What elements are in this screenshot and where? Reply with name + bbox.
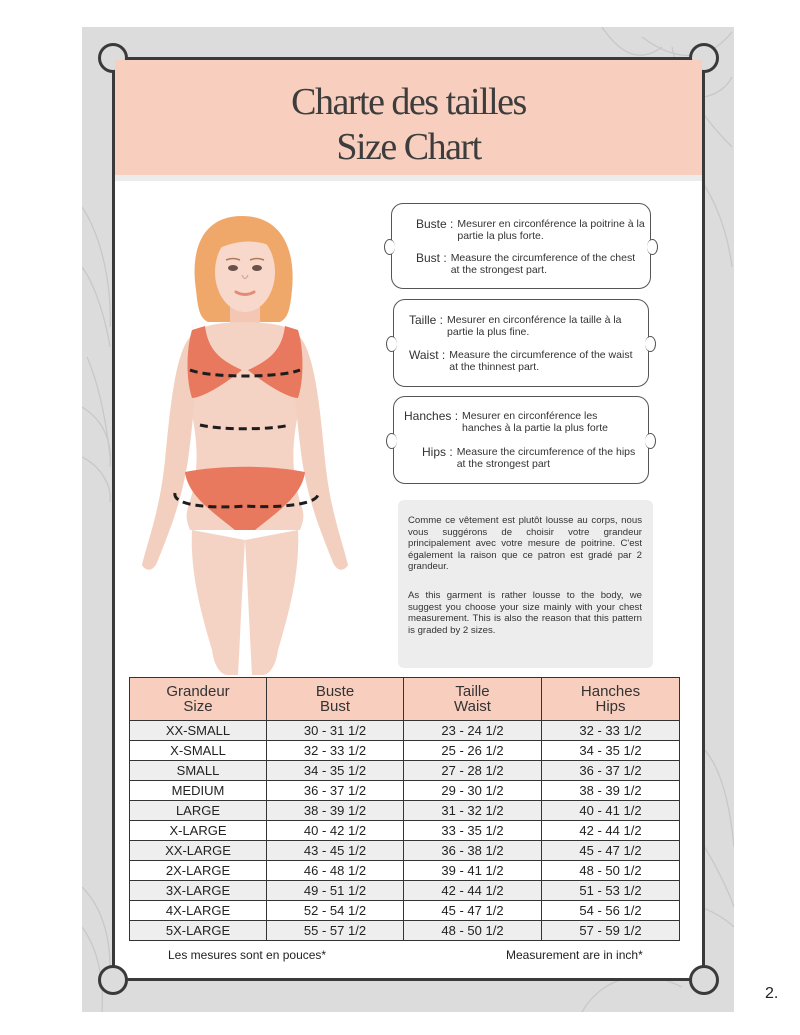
table-cell: 51 - 53 1/2 (542, 881, 680, 901)
table-cell: 48 - 50 1/2 (542, 861, 680, 881)
table-row (130, 841, 680, 861)
table-cell: 34 - 35 1/2 (267, 761, 404, 781)
table-row (130, 901, 680, 921)
table-cell: 4X-LARGE (130, 901, 267, 921)
footer-note-en: Measurement are in inch* (506, 948, 643, 962)
table-row (130, 921, 680, 941)
table-header-row (130, 678, 680, 721)
header-bust: Buste Bust (267, 678, 404, 721)
table-cell: XX-SMALL (130, 721, 267, 741)
table-cell: 2X-LARGE (130, 861, 267, 881)
table-cell: 33 - 35 1/2 (404, 821, 542, 841)
table-cell: 43 - 45 1/2 (267, 841, 404, 861)
table-cell: X-LARGE (130, 821, 267, 841)
waist-bubble (393, 299, 649, 387)
table-row (130, 821, 680, 841)
table-row (130, 881, 680, 901)
header-hips: Hanches Hips (542, 678, 680, 721)
hips-bubble (393, 396, 649, 484)
table-cell: 34 - 35 1/2 (542, 741, 680, 761)
table-cell: 25 - 26 1/2 (404, 741, 542, 761)
hips-label-en: Hips : (422, 445, 453, 459)
fit-note-en: As this garment is rather lousse to the body, we suggest you choose your size mainly with your chest measurement. This is also the reason that this pattern is graded by 2 sizes. (408, 590, 642, 636)
header-size: Grandeur Size (130, 678, 267, 721)
bust-label-en: Bust : (416, 251, 447, 265)
waist-text-fr: Mesurer en circonférence la taille à la partie la plus fine. (447, 314, 622, 338)
size-table (129, 677, 680, 941)
table-cell: 36 - 37 1/2 (542, 761, 680, 781)
table-cell: MEDIUM (130, 781, 267, 801)
table-cell: 38 - 39 1/2 (542, 781, 680, 801)
page-number: 2. (765, 985, 779, 1002)
bust-text-en: Measure the circumference of the chest at the strongest part. (450, 252, 636, 276)
hips-text-en: Measure the circumference of the hips at the strongest part (456, 446, 636, 470)
hips-text-fr: Mesurer en circonférence les hanches à la partie la plus forte (462, 410, 608, 434)
table-cell: 45 - 47 1/2 (404, 901, 542, 921)
table-row (130, 801, 680, 821)
table-cell: 54 - 56 1/2 (542, 901, 680, 921)
table-cell: SMALL (130, 761, 267, 781)
fit-note-fr: Comme ce vêtement est plutôt lousse au corps, nous vous suggérons de choisir votre grandeur principalement avec votre mesure de poitrine. C'est également la raison que ce patron est gradé par 2 grandeur. (408, 515, 642, 572)
table-cell: 42 - 44 1/2 (404, 881, 542, 901)
table-row (130, 781, 680, 801)
header-waist: Taille Waist (404, 678, 542, 721)
table-row (130, 761, 680, 781)
footer-note-fr: Les mesures sont en pouces* (168, 948, 327, 962)
table-cell: 57 - 59 1/2 (542, 921, 680, 941)
waist-text-en: Measure the circumference of the waist at the thinnest part. (449, 349, 633, 373)
page-title-fr: Charte des tailles (291, 81, 526, 123)
header-band (115, 175, 702, 181)
bust-bubble (391, 203, 651, 289)
bust-label-fr: Buste : (416, 217, 454, 231)
table-cell: 40 - 41 1/2 (542, 801, 680, 821)
page-title-en: Size Chart (336, 126, 481, 168)
table-cell: 45 - 47 1/2 (542, 841, 680, 861)
table-row (130, 861, 680, 881)
hips-label-fr: Hanches : (404, 409, 459, 423)
table-cell: 23 - 24 1/2 (404, 721, 542, 741)
frame-corner (689, 965, 719, 995)
table-cell: 30 - 31 1/2 (267, 721, 404, 741)
table-cell: 42 - 44 1/2 (542, 821, 680, 841)
frame-corner (98, 965, 128, 995)
table-cell: 55 - 57 1/2 (267, 921, 404, 941)
table-cell: 32 - 33 1/2 (267, 741, 404, 761)
table-cell: 36 - 37 1/2 (267, 781, 404, 801)
table-cell: 5X-LARGE (130, 921, 267, 941)
table-cell: LARGE (130, 801, 267, 821)
table-cell: 48 - 50 1/2 (404, 921, 542, 941)
fit-note (398, 500, 653, 668)
waist-label-fr: Taille : (409, 313, 444, 327)
table-cell: 49 - 51 1/2 (267, 881, 404, 901)
table-cell: 32 - 33 1/2 (542, 721, 680, 741)
table-cell: 29 - 30 1/2 (404, 781, 542, 801)
table-cell: 31 - 32 1/2 (404, 801, 542, 821)
table-cell: 52 - 54 1/2 (267, 901, 404, 921)
table-cell: X-SMALL (130, 741, 267, 761)
table-row (130, 721, 680, 741)
table-cell: 38 - 39 1/2 (267, 801, 404, 821)
table-cell: 36 - 38 1/2 (404, 841, 542, 861)
title-header (115, 60, 702, 175)
table-cell: 40 - 42 1/2 (267, 821, 404, 841)
table-row (130, 741, 680, 761)
table-cell: 27 - 28 1/2 (404, 761, 542, 781)
body-figure-illustration (130, 210, 370, 675)
bust-text-fr: Mesurer en circonférence la poitrine à la partie la plus forte. (457, 218, 645, 242)
table-cell: XX-LARGE (130, 841, 267, 861)
table-cell: 46 - 48 1/2 (267, 861, 404, 881)
table-cell: 39 - 41 1/2 (404, 861, 542, 881)
waist-label-en: Waist : (409, 348, 446, 362)
table-cell: 3X-LARGE (130, 881, 267, 901)
